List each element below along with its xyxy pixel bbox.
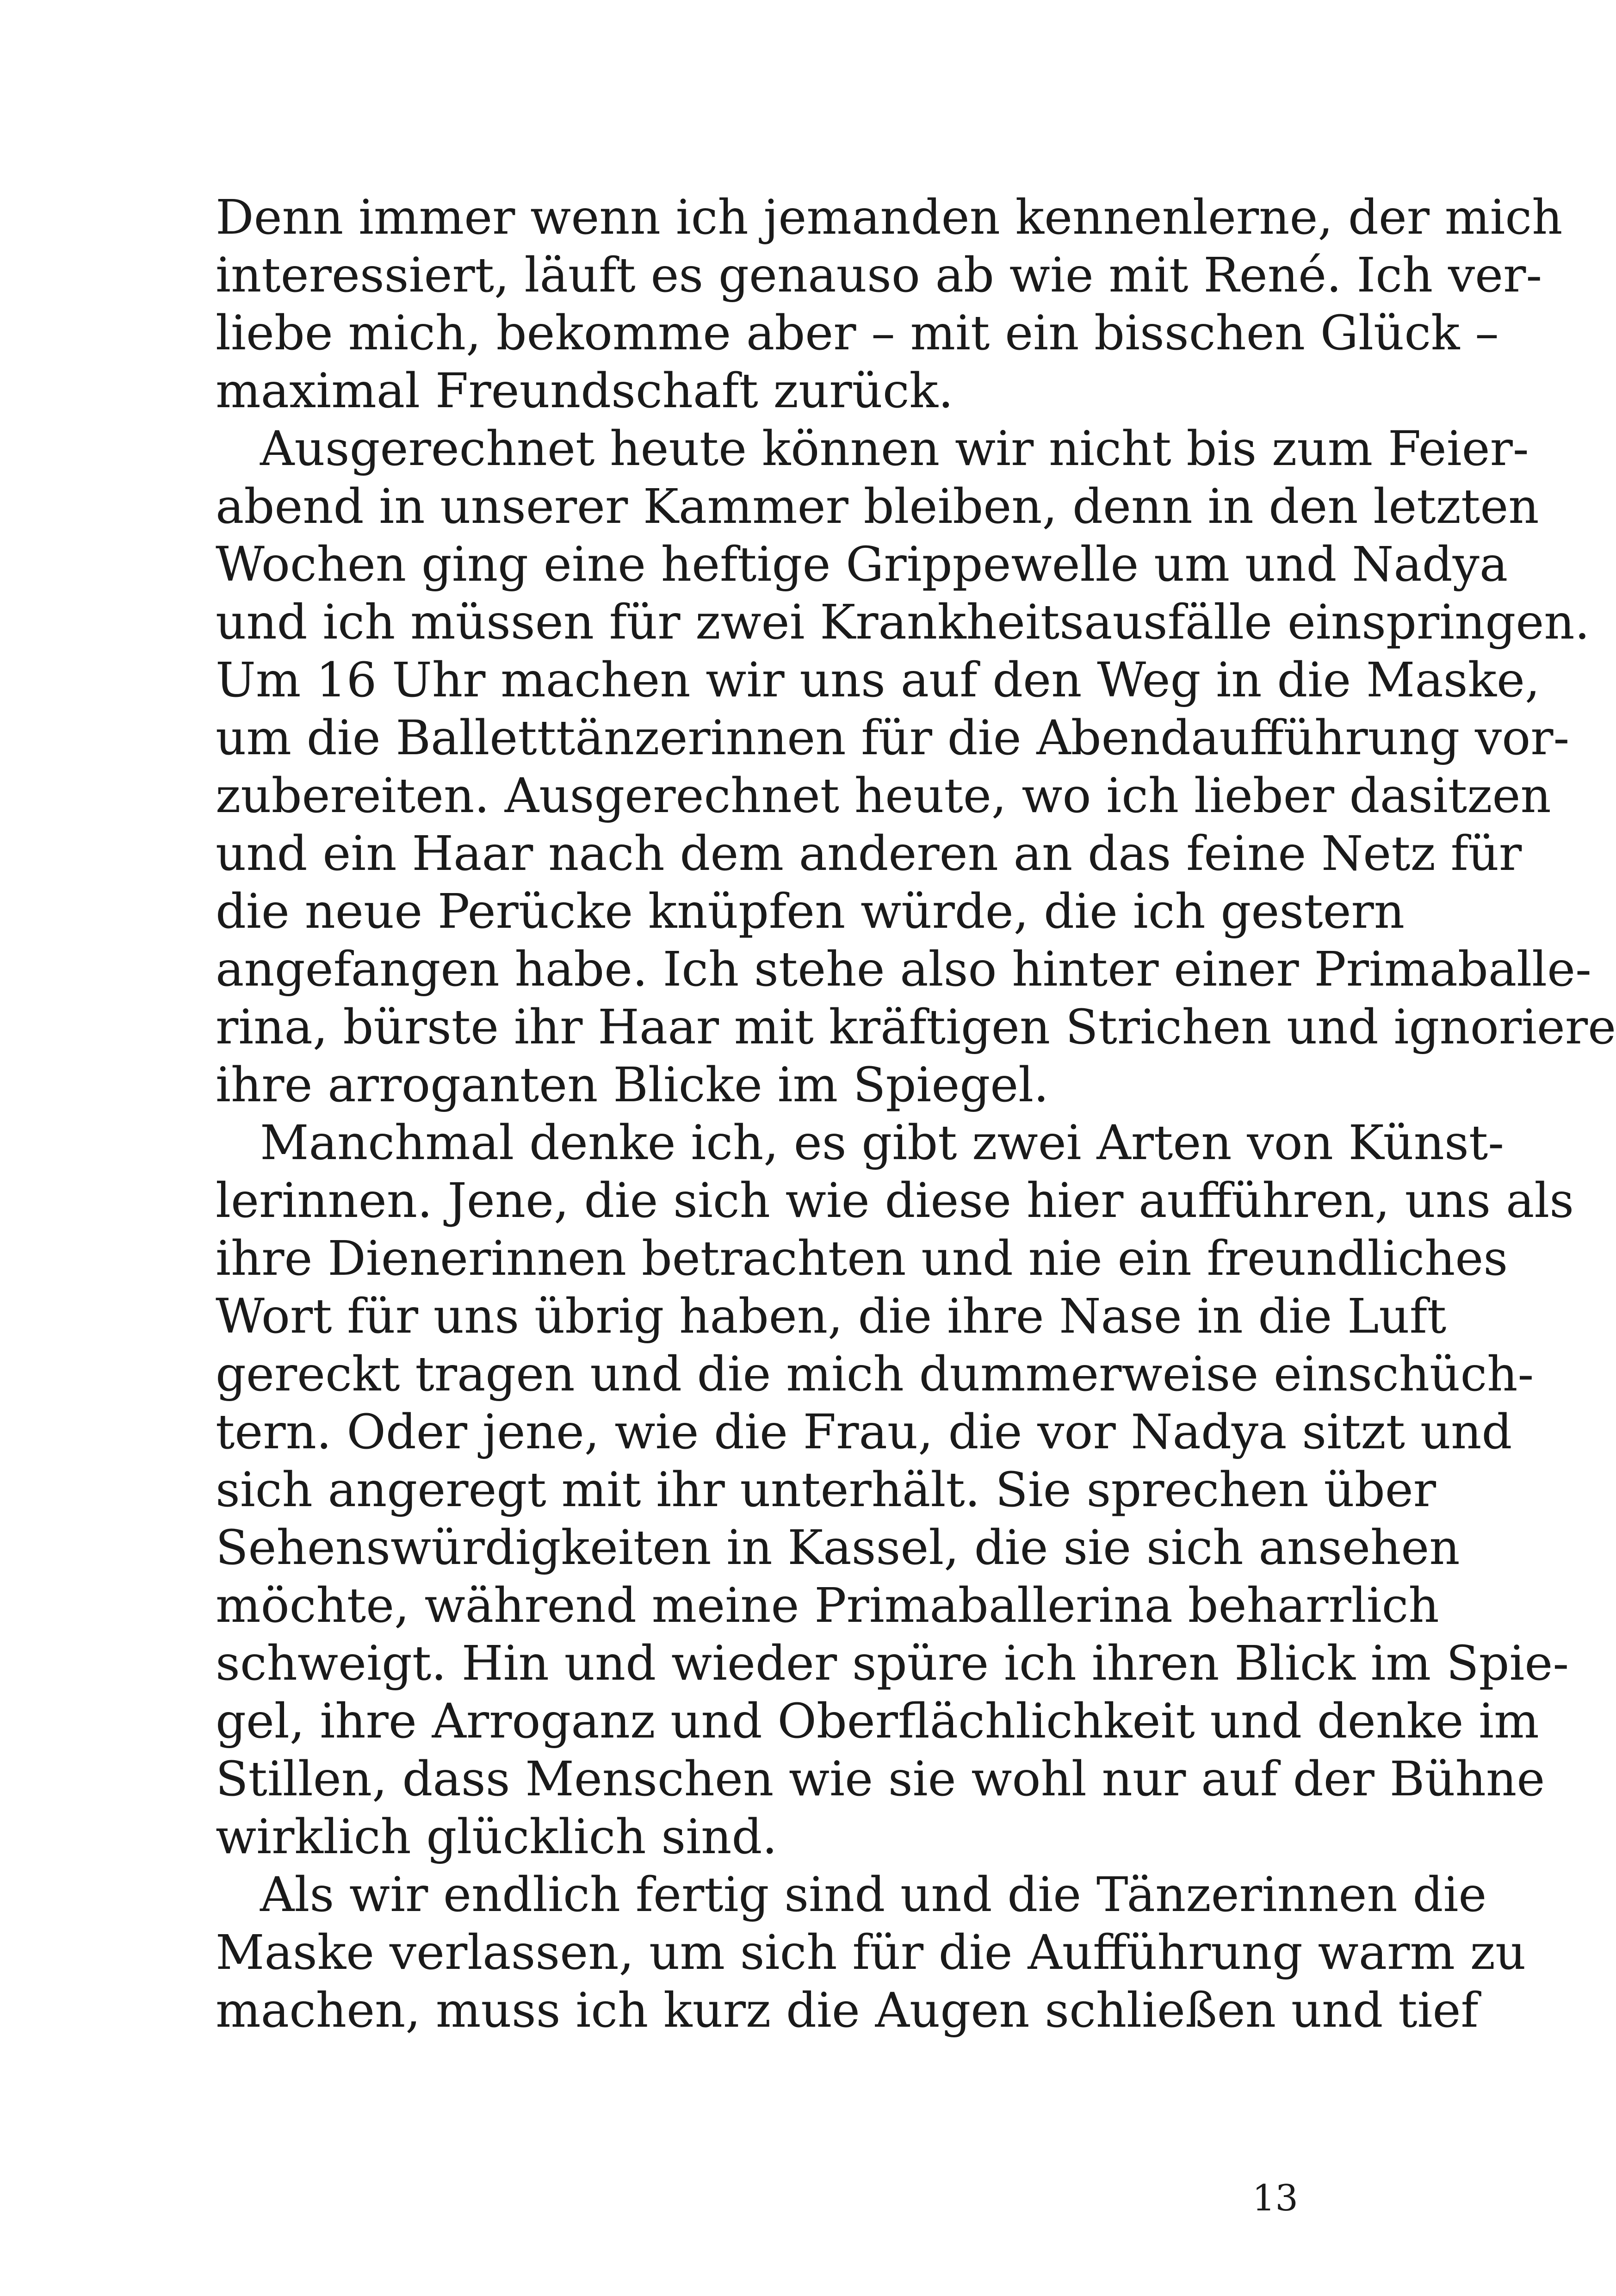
text-line: Sehenswürdigkeiten in Kassel, die sie sich ansehen [216, 1520, 1460, 1576]
text-line: möchte, während meine Primaballerina beharrlich [216, 1578, 1439, 1633]
paragraph [216, 1866, 1526, 2040]
text-line: sich angeregt mit ihr unterhält. Sie sprechen über [216, 1462, 1436, 1518]
paragraph [216, 189, 1563, 420]
text-line: und ein Haar nach dem anderen an das feine Netz für [216, 826, 1522, 881]
text-line: abend in unserer Kammer bleiben, denn in den letzten [216, 479, 1539, 534]
text-line: um die Balletttänzerinnen für die Abendaufführung vor- [216, 710, 1570, 766]
text-line: interessiert, läuft es genauso ab wie mit René. Ich ver- [216, 248, 1542, 303]
text-line: Wort für uns übrig haben, die ihre Nase in die Luft [216, 1289, 1447, 1344]
page-number: 13 [1252, 2178, 1298, 2219]
text-line: machen, muss ich kurz die Augen schließen und tief [216, 1983, 1479, 2038]
text-line: und ich müssen für zwei Krankheitsausfälle einspringen. [216, 595, 1590, 650]
text-line: Ausgerechnet heute können wir nicht bis zum Feier- [260, 421, 1529, 477]
text-line: Als wir endlich fertig sind und die Tänzerinnen die [260, 1867, 1487, 1923]
text-line: gereckt tragen und die mich dummerweise einschüch- [216, 1347, 1534, 1402]
text-line: zubereiten. Ausgerechnet heute, wo ich lieber dasitzen [216, 768, 1551, 824]
text-line: liebe mich, bekomme aber – mit ein bisschen Glück – [216, 305, 1499, 361]
text-line: Maske verlassen, um sich für die Aufführung warm zu [216, 1925, 1526, 1980]
text-line: lerinnen. Jene, die sich wie diese hier aufführen, uns als [216, 1173, 1574, 1229]
text-line: ihre arroganten Blicke im Spiegel. [216, 1057, 1049, 1113]
text-line: gel, ihre Arroganz und Oberflächlichkeit und denke im [216, 1694, 1539, 1749]
text-line: Wochen ging eine heftige Grippewelle um und Nadya [216, 537, 1508, 592]
text-line: Um 16 Uhr machen wir uns auf den Weg in die Maske, [216, 652, 1540, 708]
text-line: wirklich glücklich sind. [216, 1809, 778, 1865]
body-text [216, 189, 1616, 2040]
text-line: Denn immer wenn ich jemanden kennenlerne, der mich [216, 190, 1563, 245]
text-line: rina, bürste ihr Haar mit kräftigen Strichen und ignoriere [216, 999, 1616, 1055]
paragraph [216, 420, 1616, 1114]
text-line: ihre Dienerinnen betrachten und nie ein freundliches [216, 1231, 1508, 1286]
text-line: angefangen habe. Ich stehe also hinter einer Primaballe- [216, 942, 1591, 997]
paragraph [216, 1114, 1574, 1866]
text-line: Manchmal denke ich, es gibt zwei Arten von Künst- [260, 1115, 1505, 1171]
text-line: die neue Perücke knüpfen würde, die ich gestern [216, 884, 1405, 939]
text-line: schweigt. Hin und wieder spüre ich ihren Blick im Spie- [216, 1636, 1569, 1691]
text-line: tern. Oder jene, wie die Frau, die vor Nadya sitzt und [216, 1404, 1512, 1460]
text-line: maximal Freundschaft zurück. [216, 363, 954, 419]
text-line: Stillen, dass Menschen wie sie wohl nur auf der Bühne [216, 1751, 1545, 1807]
